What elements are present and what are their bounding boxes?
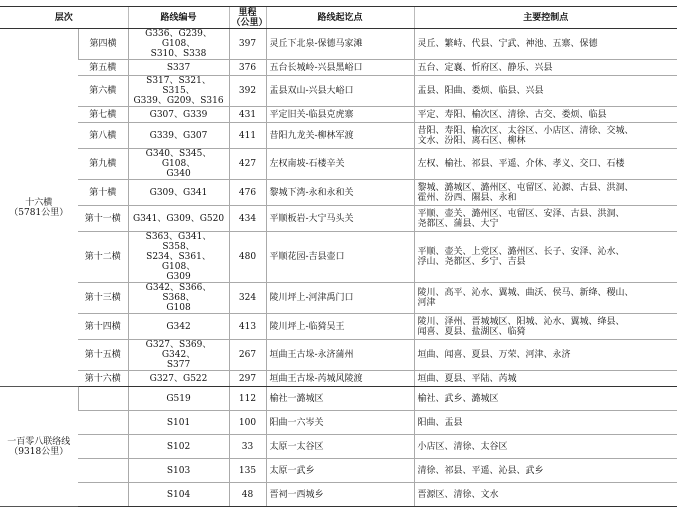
control-points-line: 陵川、泽州、晋城城区、阳城、沁水、翼城、绛县、	[417, 316, 625, 327]
mileage-cell: 33	[229, 435, 266, 459]
control-points-line: 昔阳、寿阳、榆次区、太谷区、小店区、清徐、交城、	[417, 125, 634, 136]
start-end-cell: 黎城下湾-永和永和关	[266, 180, 414, 206]
mileage-cell: 480	[229, 232, 266, 283]
header-level: 层次	[0, 7, 128, 29]
control-points-line: 河津	[417, 298, 436, 308]
mileage-cell: 324	[229, 283, 266, 314]
level-cell	[78, 387, 128, 411]
route-number-cell	[128, 483, 229, 507]
level-cell	[78, 459, 128, 483]
control-points-line: 浮山、尧都区、乡宁、吉县	[417, 257, 526, 267]
level-cell: 第十四横	[78, 314, 128, 340]
header-row	[0, 7, 677, 29]
control-points-cell	[414, 411, 677, 435]
route-number-cell	[128, 180, 229, 206]
level-cell: 第九横	[78, 149, 128, 180]
level-cell: 第十六横	[78, 371, 128, 387]
mileage-cell: 297	[229, 371, 266, 387]
control-points-line: 榆社、武乡、潞城区	[417, 393, 499, 404]
start-end-cell: 陵川坪上-临猗吴王	[266, 314, 414, 340]
control-points-line: 清徐、祁县、平遥、沁县、武乡	[417, 465, 544, 476]
mileage-cell: 100	[229, 411, 266, 435]
route-number-line: G340、S345、G108、	[145, 149, 212, 169]
table-row	[0, 314, 677, 340]
route-number-line: G108	[166, 303, 191, 313]
control-points-cell	[414, 180, 677, 206]
group-cell	[0, 387, 78, 507]
route-number-line: G339、G307	[149, 130, 208, 141]
route-number-cell	[128, 371, 229, 387]
table-row	[0, 340, 677, 371]
route-number-cell	[128, 149, 229, 180]
header-mileage-label: 里程	[238, 7, 257, 18]
table-row	[0, 283, 677, 314]
header-route-no: 路线编号	[128, 7, 229, 29]
start-end-cell: 垣曲王古垛-永济蒲州	[266, 340, 414, 371]
table-row	[0, 180, 677, 206]
route-number-cell	[128, 29, 229, 60]
table-row	[0, 29, 677, 60]
route-number-cell	[128, 411, 229, 435]
route-number-line: S310、S338	[150, 49, 207, 59]
mileage-cell: 112	[229, 387, 266, 411]
level-cell	[78, 411, 128, 435]
control-points-cell	[414, 76, 677, 107]
start-end-cell: 左权南坡-石楼辛关	[266, 149, 414, 180]
route-number-line: S102	[166, 441, 191, 452]
control-points-line: 尧都区、蒲县、大宁	[417, 218, 499, 229]
route-number-line: S337	[166, 62, 191, 73]
route-number-cell	[128, 123, 229, 149]
route-number-line: G327、G522	[149, 373, 208, 384]
level-cell: 第十五横	[78, 340, 128, 371]
highway-route-table	[0, 6, 677, 507]
route-number-line: S377	[166, 360, 191, 370]
control-points-cell	[414, 283, 677, 314]
start-end-cell: 太原一武乡	[266, 459, 414, 483]
control-points-line: 霍州、汾西、隰县、永和	[417, 192, 517, 203]
control-points-line: 小店区、清徐、太谷区	[417, 441, 508, 452]
control-points-line: 黎城、潞城区、潞州区、屯留区、沁源、古县、洪洞、	[417, 182, 634, 193]
table-row	[0, 371, 677, 387]
start-end-cell: 太原一太谷区	[266, 435, 414, 459]
level-cell: 第十三横	[78, 283, 128, 314]
control-points-cell	[414, 60, 677, 76]
route-number-line: G342、S366、S368、	[145, 283, 212, 303]
start-end-cell: 平顺板岩-大宁马头关	[266, 206, 414, 232]
start-end-cell: 灵丘下北泉-保德马家滩	[266, 29, 414, 60]
route-number-line: G309	[166, 272, 191, 282]
control-points-line: 垣曲、夏县、平陆、芮城	[417, 373, 517, 384]
group-name: 一百零八联络线	[7, 436, 71, 447]
table-row	[0, 387, 677, 411]
control-points-cell	[414, 149, 677, 180]
start-end-cell: 垣曲王古垛-芮城风陵渡	[266, 371, 414, 387]
mileage-cell: 135	[229, 459, 266, 483]
start-end-cell: 昔阳九龙关-柳林军渡	[266, 123, 414, 149]
route-number-cell	[128, 60, 229, 76]
mileage-cell: 431	[229, 107, 266, 123]
table-row	[0, 107, 677, 123]
mileage-cell: 267	[229, 340, 266, 371]
level-cell: 第十一横	[78, 206, 128, 232]
route-number-cell	[128, 76, 229, 107]
control-points-cell	[414, 483, 677, 507]
control-points-cell	[414, 459, 677, 483]
control-points-cell	[414, 387, 677, 411]
level-cell: 第十横	[78, 180, 128, 206]
level-cell: 第八横	[78, 123, 128, 149]
route-number-cell	[128, 107, 229, 123]
control-points-cell	[414, 29, 677, 60]
control-points-line: 灵丘、繁峙、代县、宁武、神池、五寨、保德	[417, 39, 598, 49]
route-number-cell	[128, 283, 229, 314]
route-number-line: G307、G339	[149, 109, 208, 120]
group-total: （9318公里）	[9, 446, 69, 457]
table-row	[0, 206, 677, 232]
route-number-line: G341、G309、G520	[132, 213, 225, 224]
route-number-cell	[128, 206, 229, 232]
level-cell	[78, 435, 128, 459]
mileage-cell: 411	[229, 123, 266, 149]
mileage-cell: 413	[229, 314, 266, 340]
control-points-cell	[414, 371, 677, 387]
route-number-line: S234、S361、G108、	[146, 252, 211, 272]
mileage-cell: 392	[229, 76, 266, 107]
header-start-end: 路线起讫点	[266, 7, 414, 29]
route-number-line: S317、S321、S315、	[146, 76, 211, 96]
route-number-line: S104	[166, 489, 191, 500]
control-points-line: 阳曲、盂县	[417, 417, 463, 428]
group-name: 十六横	[25, 197, 53, 208]
route-number-cell	[128, 314, 229, 340]
start-end-cell: 平顺花园-吉县壶口	[266, 232, 414, 283]
header-control: 主要控制点	[414, 7, 677, 29]
control-points-cell	[414, 314, 677, 340]
table-row	[0, 483, 677, 507]
start-end-cell: 榆社一潞城区	[266, 387, 414, 411]
route-number-line: S101	[166, 417, 191, 428]
group-cell	[0, 29, 78, 387]
table-row	[0, 76, 677, 107]
route-table-container	[0, 6, 677, 507]
route-number-line: G342	[166, 321, 191, 332]
level-cell: 第六横	[78, 76, 128, 107]
route-number-line: G327、S369、G342、	[145, 340, 212, 360]
route-number-cell	[128, 459, 229, 483]
route-number-line: G339、G209、S316	[133, 96, 224, 106]
control-points-cell	[414, 232, 677, 283]
section-sixteen-horizontal	[0, 29, 677, 387]
control-points-cell	[414, 206, 677, 232]
table-row	[0, 459, 677, 483]
control-points-line: 平定、寿阳、榆次区、清徐、古交、娄烦、临县	[417, 109, 607, 120]
table-row	[0, 60, 677, 76]
control-points-line: 平顺、壶关、潞州区、屯留区、安泽、古县、洪洞、	[417, 208, 625, 219]
start-end-cell: 盂县双山-兴县大峪口	[266, 76, 414, 107]
start-end-cell: 阳曲一六岑关	[266, 411, 414, 435]
route-number-cell	[128, 387, 229, 411]
control-points-line: 陵川、高平、沁水、翼城、曲沃、侯马、新绛、稷山、	[417, 288, 634, 298]
control-points-line: 左权、榆社、祁县、平遥、介休、孝义、交口、石楼	[417, 159, 625, 169]
control-points-line: 五台、定襄、忻府区、静乐、兴县	[417, 62, 553, 73]
table-row	[0, 149, 677, 180]
route-number-cell	[128, 340, 229, 371]
table-row	[0, 435, 677, 459]
mileage-cell: 434	[229, 206, 266, 232]
route-number-line: G336、G239、G108、	[145, 29, 212, 49]
control-points-line: 晋源区、清徐、文水	[417, 489, 499, 500]
control-points-cell	[414, 107, 677, 123]
control-points-line: 平顺、壶关、上党区、潞州区、长子、安泽、沁水、	[417, 247, 625, 257]
route-number-line: G519	[166, 393, 191, 404]
group-total: （5781公里）	[9, 207, 69, 218]
mileage-cell: 427	[229, 149, 266, 180]
control-points-line: 闻喜、夏县、盐湖区、临猗	[417, 326, 526, 337]
mileage-cell: 476	[229, 180, 266, 206]
table-row	[0, 411, 677, 435]
table-row	[0, 123, 677, 149]
level-cell	[78, 483, 128, 507]
start-end-cell: 晋祠一西城乡	[266, 483, 414, 507]
start-end-cell: 陵川坪上-河津禹门口	[266, 283, 414, 314]
table-row	[0, 232, 677, 283]
route-number-line: S103	[166, 465, 191, 476]
control-points-cell	[414, 340, 677, 371]
level-cell: 第十二横	[78, 232, 128, 283]
start-end-cell: 平定旧关-临县克虎寨	[266, 107, 414, 123]
route-number-line: G340	[166, 169, 191, 179]
route-number-line: G309、G341	[149, 187, 208, 198]
header-mileage	[229, 7, 266, 29]
level-cell: 第四横	[78, 29, 128, 60]
route-number-cell	[128, 232, 229, 283]
level-cell: 第五横	[78, 60, 128, 76]
control-points-line: 文水、汾阳、离石区、柳林	[417, 135, 526, 146]
start-end-cell: 五台长城岭-兴县黑峪口	[266, 60, 414, 76]
mileage-cell: 48	[229, 483, 266, 507]
control-points-line: 垣曲、闻喜、夏县、万荣、河津、永济	[417, 350, 571, 360]
level-cell: 第七横	[78, 107, 128, 123]
section-connector-lines	[0, 387, 677, 507]
control-points-cell	[414, 123, 677, 149]
route-number-cell	[128, 435, 229, 459]
route-number-line: S363、G341、S358、	[145, 232, 212, 252]
control-points-line: 盂县、阳曲、娄烦、临县、兴县	[417, 86, 544, 96]
mileage-cell: 376	[229, 60, 266, 76]
header-mileage-unit: （公里）	[231, 17, 268, 28]
mileage-cell: 397	[229, 29, 266, 60]
control-points-cell	[414, 435, 677, 459]
